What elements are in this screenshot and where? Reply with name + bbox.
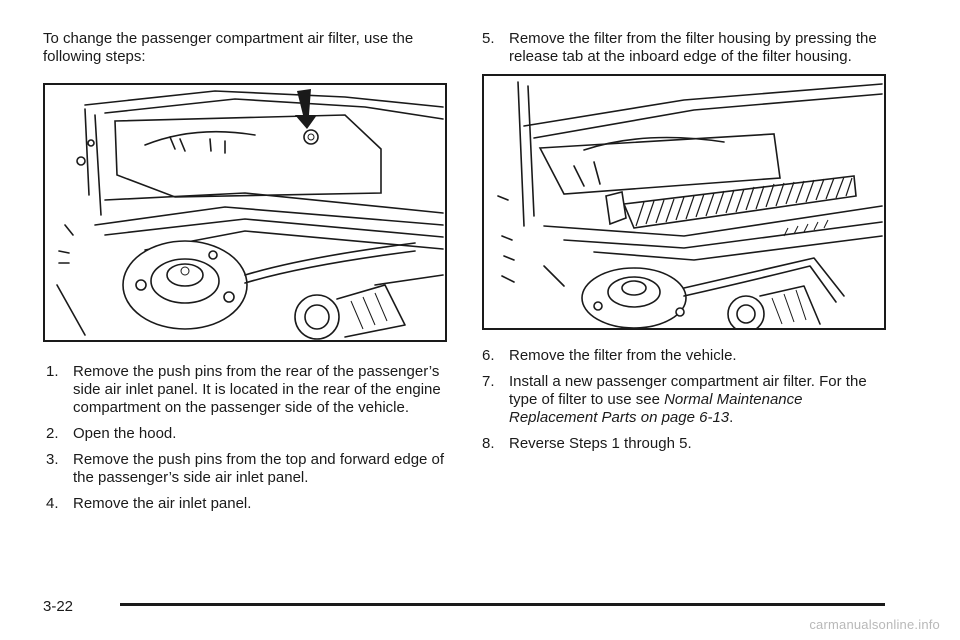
right-column xyxy=(482,30,887,461)
footer-rule xyxy=(120,603,885,606)
step-text: Remove the filter from the filter housing by pressing the release tab at the inboard edge of the filter housing. xyxy=(509,30,877,65)
step-number: 4. xyxy=(46,495,59,512)
watermark: carmanualsonline.info xyxy=(809,617,940,632)
step-number: 5. xyxy=(482,30,495,47)
page-number: 3-22 xyxy=(43,598,74,615)
step-text: Remove the air inlet panel. xyxy=(73,495,252,512)
step-number: 1. xyxy=(46,363,59,380)
air-inlet-panel-illustration xyxy=(43,83,447,342)
filter-housing-drawing xyxy=(484,76,884,328)
left-column xyxy=(43,30,448,521)
step-number: 3. xyxy=(46,451,59,468)
cross-reference-link[interactable]: Normal Maintenance Replacement Parts on page 6-13 xyxy=(509,391,803,426)
filter-housing-illustration xyxy=(482,74,886,330)
step-text xyxy=(509,373,887,427)
step-number: 7. xyxy=(482,373,495,390)
air-inlet-panel-drawing xyxy=(45,85,445,340)
step-number: 2. xyxy=(46,425,59,442)
intro-text: To change the passenger compartment air filter, use the following steps: xyxy=(43,30,414,65)
step-text: Remove the push pins from the rear of the passenger’s side air inlet panel. It is located in the rear of the engine compartment on the passenger side of the vehicle. xyxy=(73,363,441,416)
step-3 xyxy=(43,451,448,487)
step-6 xyxy=(482,347,887,365)
step-text: Remove the push pins from the top and forward edge of the passenger’s side air inlet panel. xyxy=(73,451,445,486)
step-7 xyxy=(482,373,887,427)
step-1 xyxy=(43,363,448,417)
step-text: Reverse Steps 1 through 5. xyxy=(509,435,692,452)
step-text: Remove the filter from the vehicle. xyxy=(509,347,737,364)
step-text: Open the hood. xyxy=(73,425,177,442)
step-8 xyxy=(482,435,887,453)
step-4 xyxy=(43,495,448,513)
step-text-tail: . xyxy=(729,409,734,426)
step-2 xyxy=(43,425,448,443)
step-number: 8. xyxy=(482,435,495,452)
step-5 xyxy=(482,30,887,66)
step-number: 6. xyxy=(482,347,495,364)
step-text-main: Install a new passenger compartment air filter. For the type of filter to use see xyxy=(509,373,867,408)
